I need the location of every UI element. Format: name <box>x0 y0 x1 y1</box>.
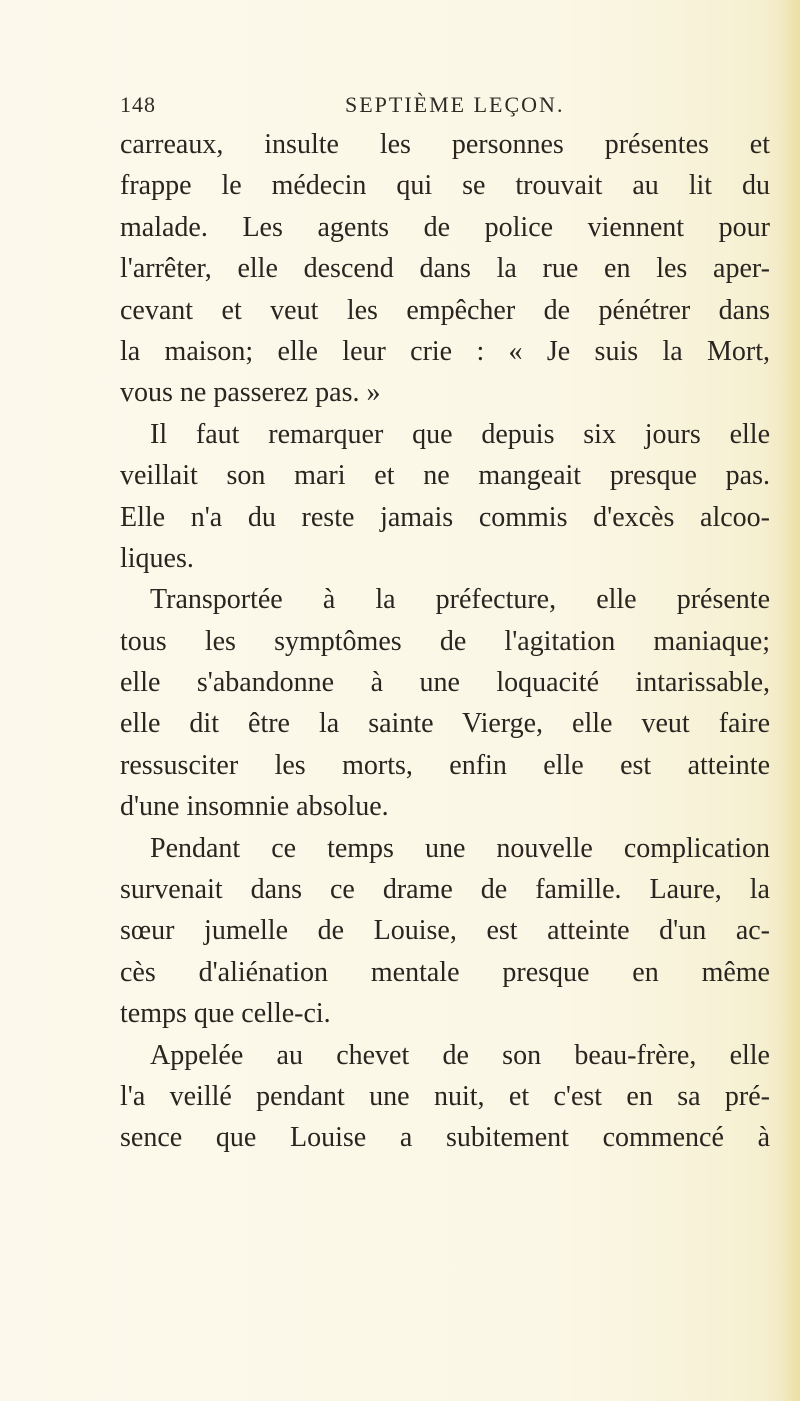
text-line: Elle n'a du reste jamais commis d'excès alcoo- <box>120 501 770 533</box>
text-line: vous ne passerez pas. » <box>120 377 381 409</box>
text-line: veillait son mari et ne mangeait presque pas. <box>120 460 770 492</box>
text-line: frappe le médecin qui se trouvait au lit du <box>120 170 770 202</box>
text-line: survenait dans ce drame de famille. Laure, la <box>120 874 770 906</box>
body-text <box>120 124 770 1159</box>
running-title: SEPTIÈME LEÇON. <box>345 92 565 117</box>
text-line: sœur jumelle de Louise, est atteinte d'un ac- <box>120 915 770 947</box>
paragraph-first-line: Transportée à la préfecture, elle présente <box>150 584 770 616</box>
text-line: cès d'aliénation mentale presque en même <box>120 956 770 988</box>
text-line: temps que celle-ci. <box>120 998 331 1030</box>
paragraph-first-line: Appelée au chevet de son beau-frère, elle <box>150 1039 770 1071</box>
paragraph-first-line: Pendant ce temps une nouvelle complication <box>150 832 770 864</box>
text-line: d'une insomnie absolue. <box>120 791 389 823</box>
paragraph-first-line: Il faut remarquer que depuis six jours elle <box>150 418 770 450</box>
text-line: l'a veillé pendant une nuit, et c'est en sa pré- <box>120 1080 770 1112</box>
text-line: malade. Les agents de police viennent pour <box>120 211 770 243</box>
page-number: 148 <box>120 92 156 117</box>
text-line: sence que Louise a subitement commencé à <box>120 1122 770 1154</box>
text-line: liques. <box>120 542 194 574</box>
text-line: elle s'abandonne à une loquacité intarissable, <box>120 667 770 699</box>
text-line: l'arrêter, elle descend dans la rue en les aper- <box>120 253 770 285</box>
text-line: la maison; elle leur crie : « Je suis la Mort, <box>120 335 770 367</box>
text-line: elle dit être la sainte Vierge, elle veut faire <box>120 708 770 740</box>
page-edge-shadow <box>782 0 800 1401</box>
text-line: tous les symptômes de l'agitation maniaque; <box>120 625 770 657</box>
text-line: carreaux, insulte les personnes présentes et <box>120 129 770 160</box>
text-line: ressusciter les morts, enfin elle est atteinte <box>120 749 770 781</box>
running-head <box>120 92 770 122</box>
text-line: cevant et veut les empêcher de pénétrer dans <box>120 294 770 326</box>
